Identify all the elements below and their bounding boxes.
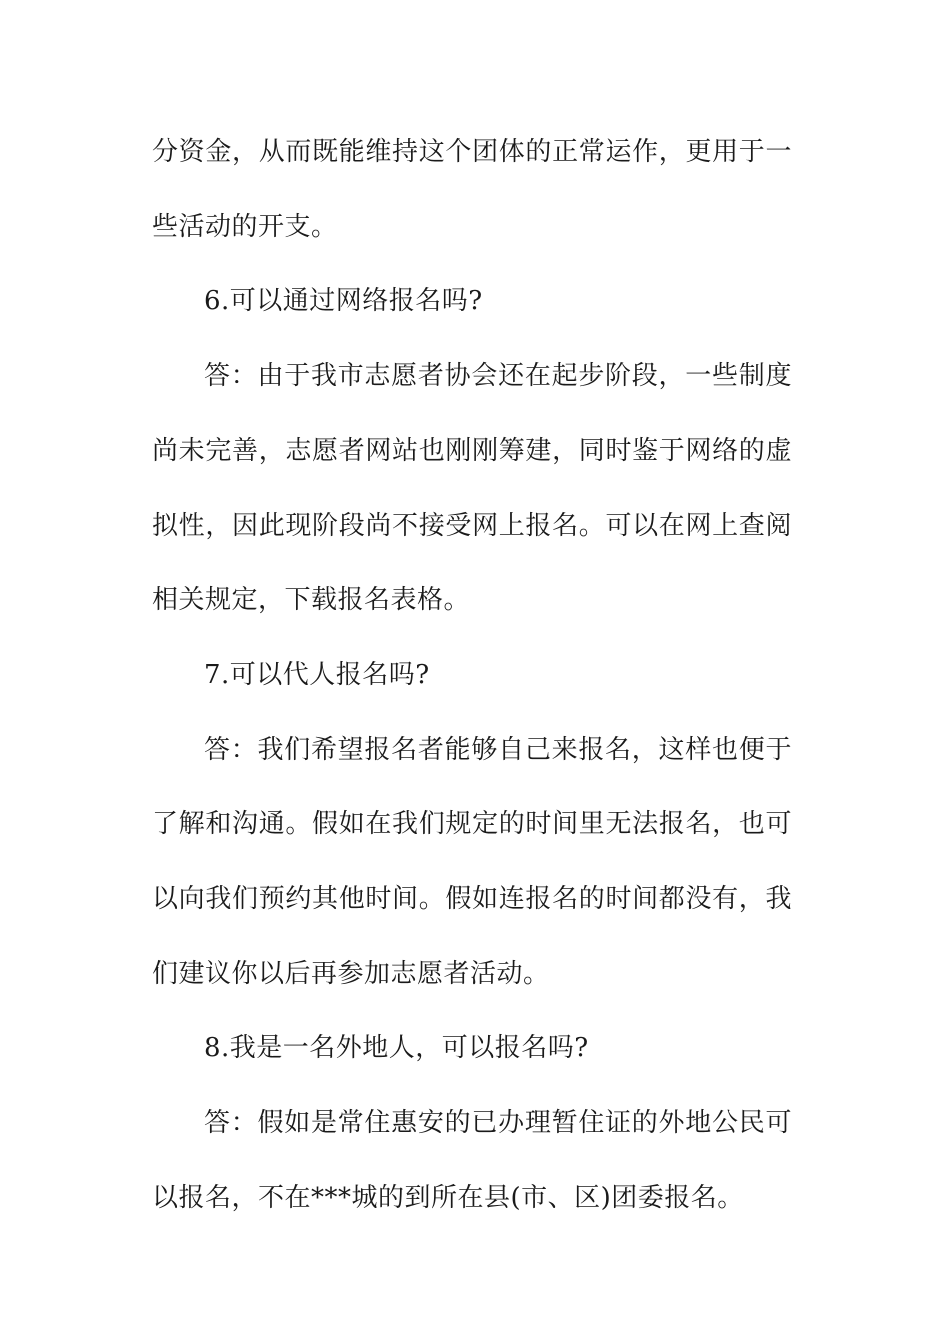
document-body bbox=[152, 115, 792, 1236]
question-8: 8.我是一名外地人，可以报名吗? bbox=[204, 1033, 589, 1064]
answer-8: 答：假如是常住惠安的已办理暂住证的外地公民可以报名，不在***城的到所在县(市、区)团委报名。 bbox=[152, 1108, 792, 1213]
paragraph-continuation: 分资金，从而既能维持这个团体的正常运作，更用于一些活动的开支。 bbox=[152, 137, 792, 242]
answer-7: 答：我们希望报名者能够自己来报名，这样也便于了解和沟通。假如在我们规定的时间里无法报名，也可以向我们预约其他时间。假如连报名的时间都没有，我们建议你以后再参加志愿者活动。 bbox=[152, 734, 792, 989]
question-7: 7.可以代人报名吗? bbox=[204, 659, 430, 690]
question-6: 6.可以通过网络报名吗? bbox=[204, 286, 483, 317]
answer-6: 答：由于我市志愿者协会还在起步阶段，一些制度尚未完善，志愿者网站也刚刚筹建，同时鉴于网络的虚拟性，因此现阶段尚不接受网上报名。可以在网上查阅相关规定，下载报名表格。 bbox=[152, 361, 792, 616]
